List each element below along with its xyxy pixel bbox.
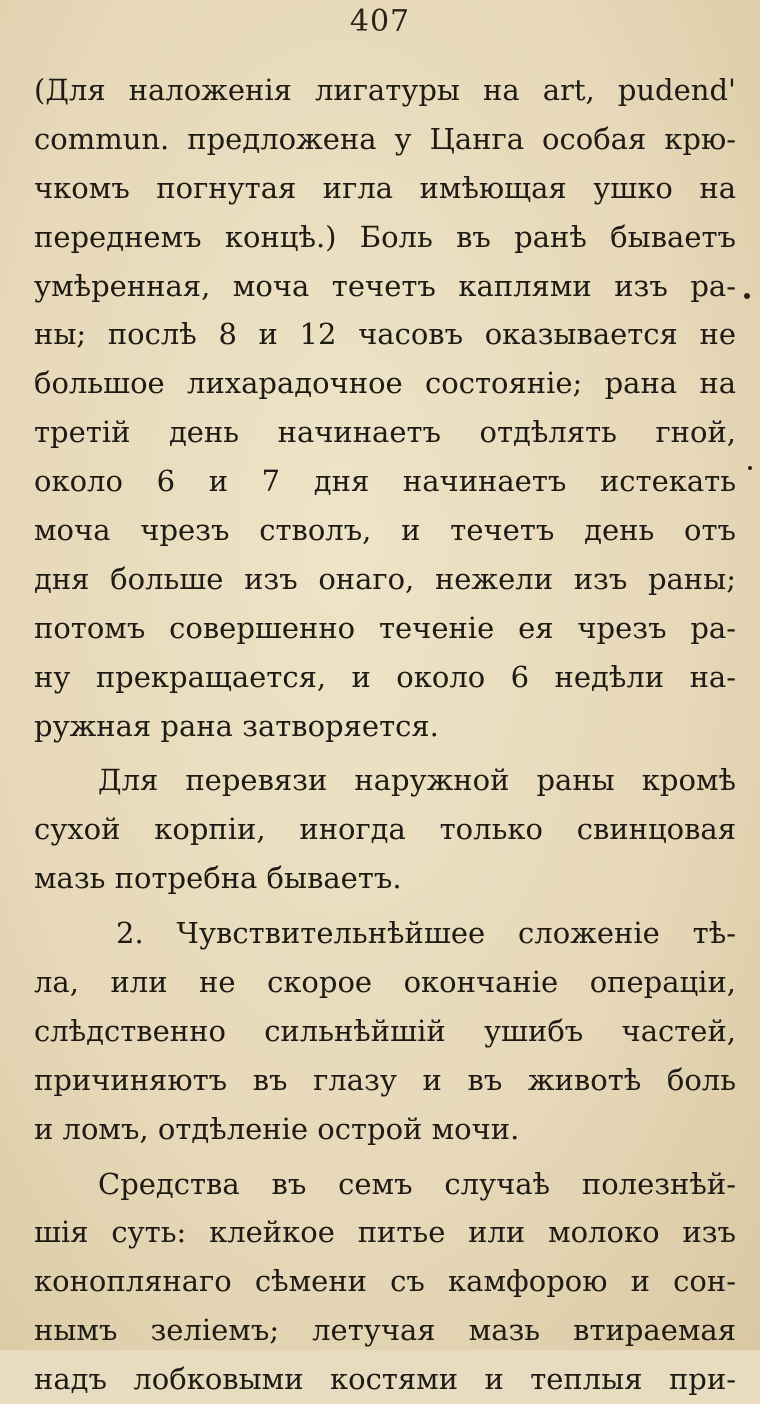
text-line: ну прекращается, и около 6 недѣли на- <box>34 659 736 694</box>
text-line: дня больше изъ онаго, нежели изъ раны; <box>34 561 736 596</box>
text-line: ны; послѣ 8 и 12 часовъ оказывается не <box>34 317 736 352</box>
paragraph <box>34 756 736 903</box>
text-line: переднемъ концѣ.) Боль въ ранѣ бываетъ <box>34 219 736 254</box>
text-line: сухой корпіи, иногда только свинцовая <box>34 812 736 847</box>
paragraph <box>34 909 736 1153</box>
text-line: ла, или не скорое окончаніе операціи, <box>34 965 736 1000</box>
text-line: ружная рана затворяется. <box>34 708 439 743</box>
page-number: 407 <box>349 4 411 39</box>
text-line: причиняютъ въ глазу и въ животѣ боль <box>34 1062 736 1097</box>
text-line: коноплянаго сѣмени съ камфорою и сон- <box>34 1264 736 1299</box>
text-line: мазь потребна бываетъ. <box>34 861 402 896</box>
text-line: большое лихарадочное состояніе; рана на <box>34 366 736 401</box>
text-line: около 6 и 7 дня начинаетъ истекать <box>34 464 736 499</box>
text-line: надъ лобковыми костями и теплыя при- <box>34 1362 736 1397</box>
text-line: Для перевязи наружной раны кромѣ <box>98 763 736 798</box>
text-line: 2. Чувствительнѣйшее сложеніе тѣ- <box>116 916 736 951</box>
text-line: нымъ зеліемъ; летучая мазь втираемая <box>34 1313 736 1348</box>
text-line: потомъ совершенно теченіе ея чрезъ ра- <box>34 610 736 645</box>
text-line: (Для наложенія лигатуры на art, pudend' <box>34 73 736 107</box>
ink-speck <box>748 466 752 470</box>
text-line: и ломъ, отдѣленіе острой мочи. <box>34 1111 520 1146</box>
text-line: чкомъ погнутая игла имѣющая ушко на <box>34 170 736 205</box>
text-line: Средства въ семъ случаѣ полезнѣй- <box>98 1166 736 1201</box>
ink-speck <box>744 293 750 299</box>
text-line: шія суть: клейкое питье или молоко изъ <box>34 1215 736 1250</box>
text-line: моча чрезъ стволъ, и течетъ день отъ <box>34 513 736 548</box>
paragraph <box>34 66 736 750</box>
text-line: третій день начинаетъ отдѣлять гной, <box>34 415 736 450</box>
paragraph <box>34 1160 736 1404</box>
text-line: умѣренная, моча течетъ каплями изъ ра- <box>34 268 736 303</box>
text-line: commun. предложена у Цанга особая крю- <box>34 121 736 156</box>
text-line: слѣдственно сильнѣйшій ушибъ частей, <box>34 1013 736 1048</box>
body-text <box>34 66 736 1404</box>
